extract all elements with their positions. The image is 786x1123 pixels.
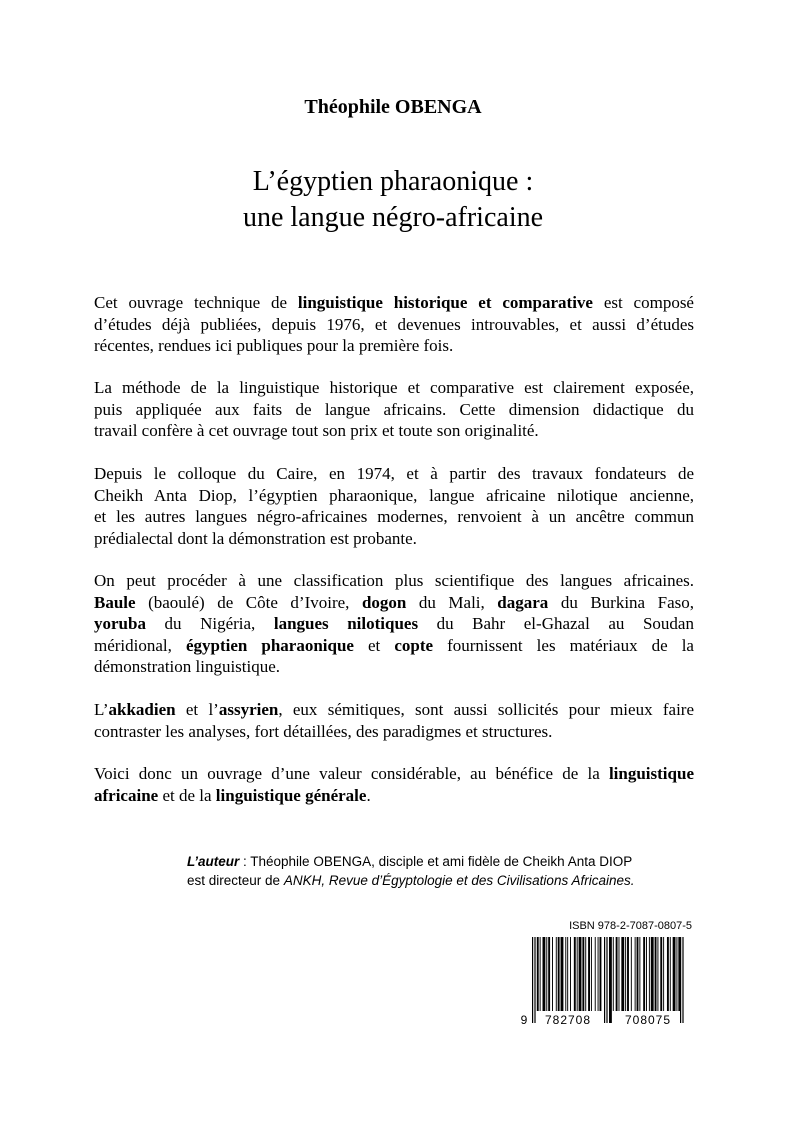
author-credit xyxy=(187,852,707,890)
barcode-bar xyxy=(558,937,560,1011)
barcode-bar xyxy=(619,937,620,1011)
paragraph-line: L’akkadien et l’assyrien, eux sémitiques, sont aussi sollicités pour mieux faire xyxy=(94,700,695,719)
barcode-bar xyxy=(663,937,664,1011)
barcode-bar xyxy=(561,937,564,1011)
barcode-bar xyxy=(565,937,566,1011)
title-line-1: L’égyptien pharaonique : xyxy=(252,166,534,197)
credit-label: L’auteur xyxy=(187,854,240,869)
barcode-bar xyxy=(595,937,596,1011)
isbn-label: ISBN 978-2-7087-0807-5 xyxy=(569,920,692,932)
barcode-bar xyxy=(579,937,582,1011)
book-title xyxy=(0,164,786,236)
barcode-bar xyxy=(570,937,571,1011)
barcode-bar xyxy=(667,937,669,1011)
barcode-bar xyxy=(582,937,584,1011)
paragraph-2 xyxy=(94,377,694,442)
paragraph-line: travail confère à cet ouvrage tout son prix et toute son originalité. xyxy=(94,421,539,440)
barcode-bar xyxy=(567,937,568,1011)
paragraph-line: On peut procéder à une classification plus scientifique des langues africaines. xyxy=(94,571,694,590)
credit-line-1: L’auteur : Théophile OBENGA, disciple et ami fidèle de Cheikh Anta DIOP xyxy=(187,854,633,869)
paragraph-4 xyxy=(94,570,694,678)
barcode-bar xyxy=(613,937,614,1011)
paragraph-line: Cheikh Anta Diop, l’égyptien pharaonique, langue africaine nilotique ancienne, xyxy=(94,485,694,505)
barcode-bar xyxy=(543,937,546,1011)
paragraph-line: prédialectal dont la démonstration est probante. xyxy=(94,528,417,548)
barcode-digits-left: 782708 xyxy=(544,1013,592,1027)
paragraph-line: africaine et de la linguistique générale. xyxy=(94,785,371,805)
barcode-bar xyxy=(604,937,605,1023)
barcode-bar xyxy=(588,937,590,1011)
paragraph-line: yoruba du Nigéria, langues nilotiques du Bahr el-Ghazal au Soudan xyxy=(94,614,694,633)
barcode-bar xyxy=(655,937,657,1011)
paragraph-line: Cet ouvrage technique de linguistique historique et comparative est composé xyxy=(94,293,694,312)
barcode-bar xyxy=(600,937,602,1011)
isbn-barcode xyxy=(516,935,696,1027)
paragraph-line: démonstration linguistique. xyxy=(94,657,281,676)
paragraph-line: Baule (baoulé) de Côte d’Ivoire, dogon du Mali, dagara du Burkina Faso, xyxy=(94,592,694,612)
title-line-2: une langue négro-africaine xyxy=(242,202,544,233)
barcode-bar xyxy=(657,937,658,1011)
barcode-bar xyxy=(532,937,533,1023)
author-name: Théophile OBENGA xyxy=(304,96,482,118)
paragraph-line: d’études déjà publiées, depuis 1976, et devenues introuvables, et aussi d’études xyxy=(94,314,694,334)
barcode-bar xyxy=(591,937,592,1011)
barcode-bar xyxy=(577,937,578,1011)
paragraph-line: Voici donc un ouvrage d’une valeur considérable, au bénéfice de la linguistique xyxy=(94,764,694,783)
barcode-bar xyxy=(637,937,639,1011)
barcode-bar xyxy=(676,937,677,1011)
barcode-bar xyxy=(646,937,647,1011)
barcode-bar xyxy=(606,937,607,1023)
barcode-bar xyxy=(682,937,683,1023)
barcode-bar xyxy=(548,937,550,1011)
paragraph-line: puis appliquée aux faits de langue africains. Cette dimension didactique du xyxy=(94,399,694,419)
barcode-digits-right: 708075 xyxy=(624,1013,672,1027)
paragraph-3 xyxy=(94,463,694,549)
paragraph-line: récentes, rendues ici publiques pour la première fois. xyxy=(94,336,454,355)
barcode-bar xyxy=(574,937,576,1011)
barcode-bar xyxy=(616,937,618,1011)
barcode-bar xyxy=(660,937,662,1011)
barcode-bar xyxy=(643,937,645,1011)
barcode-bar xyxy=(631,937,632,1011)
barcode-bar xyxy=(621,937,624,1011)
barcode-bar xyxy=(552,937,553,1011)
barcode-bar xyxy=(670,937,671,1011)
barcode-digit-first: 9 xyxy=(520,1013,528,1027)
barcode-bar xyxy=(598,937,599,1011)
barcode-bar xyxy=(534,937,535,1023)
paragraph-line: La méthode de la linguistique historique et comparative est clairement exposée, xyxy=(94,378,694,397)
barcode-bar xyxy=(649,937,650,1011)
credit-line-2: est directeur de ANKH, Revue d’Égyptologie et des Civilisations Africaines. xyxy=(187,873,635,888)
barcode-bar xyxy=(635,937,636,1011)
paragraph-1 xyxy=(94,292,694,357)
barcode-bar xyxy=(546,937,547,1011)
barcode-bar xyxy=(625,937,626,1011)
barcode-bar xyxy=(678,937,680,1011)
paragraph-line: contraster les analyses, fort détaillées, des paradigmes et structures. xyxy=(94,721,553,741)
paragraph-6 xyxy=(94,763,694,806)
barcode-bar xyxy=(585,937,586,1011)
paragraph-line: Depuis le colloque du Caire, en 1974, et à partir des travaux fondateurs de xyxy=(94,464,694,483)
barcode-bar xyxy=(673,937,676,1011)
barcode-bar xyxy=(609,937,612,1023)
barcode-bar xyxy=(627,937,629,1011)
barcode-bar xyxy=(537,937,539,1011)
barcode-bar xyxy=(639,937,640,1011)
barcode-bar xyxy=(680,937,681,1023)
paragraph-5 xyxy=(94,699,694,742)
paragraph-line: et les autres langues négro-africaines modernes, renvoient à un ancêtre commun xyxy=(94,507,694,526)
barcode-bar xyxy=(540,937,541,1011)
barcode-bar xyxy=(556,937,557,1011)
barcode-bar xyxy=(651,937,654,1011)
paragraph-line: méridional, égyptien pharaonique et copte fournissent les matériaux de la xyxy=(94,635,694,655)
